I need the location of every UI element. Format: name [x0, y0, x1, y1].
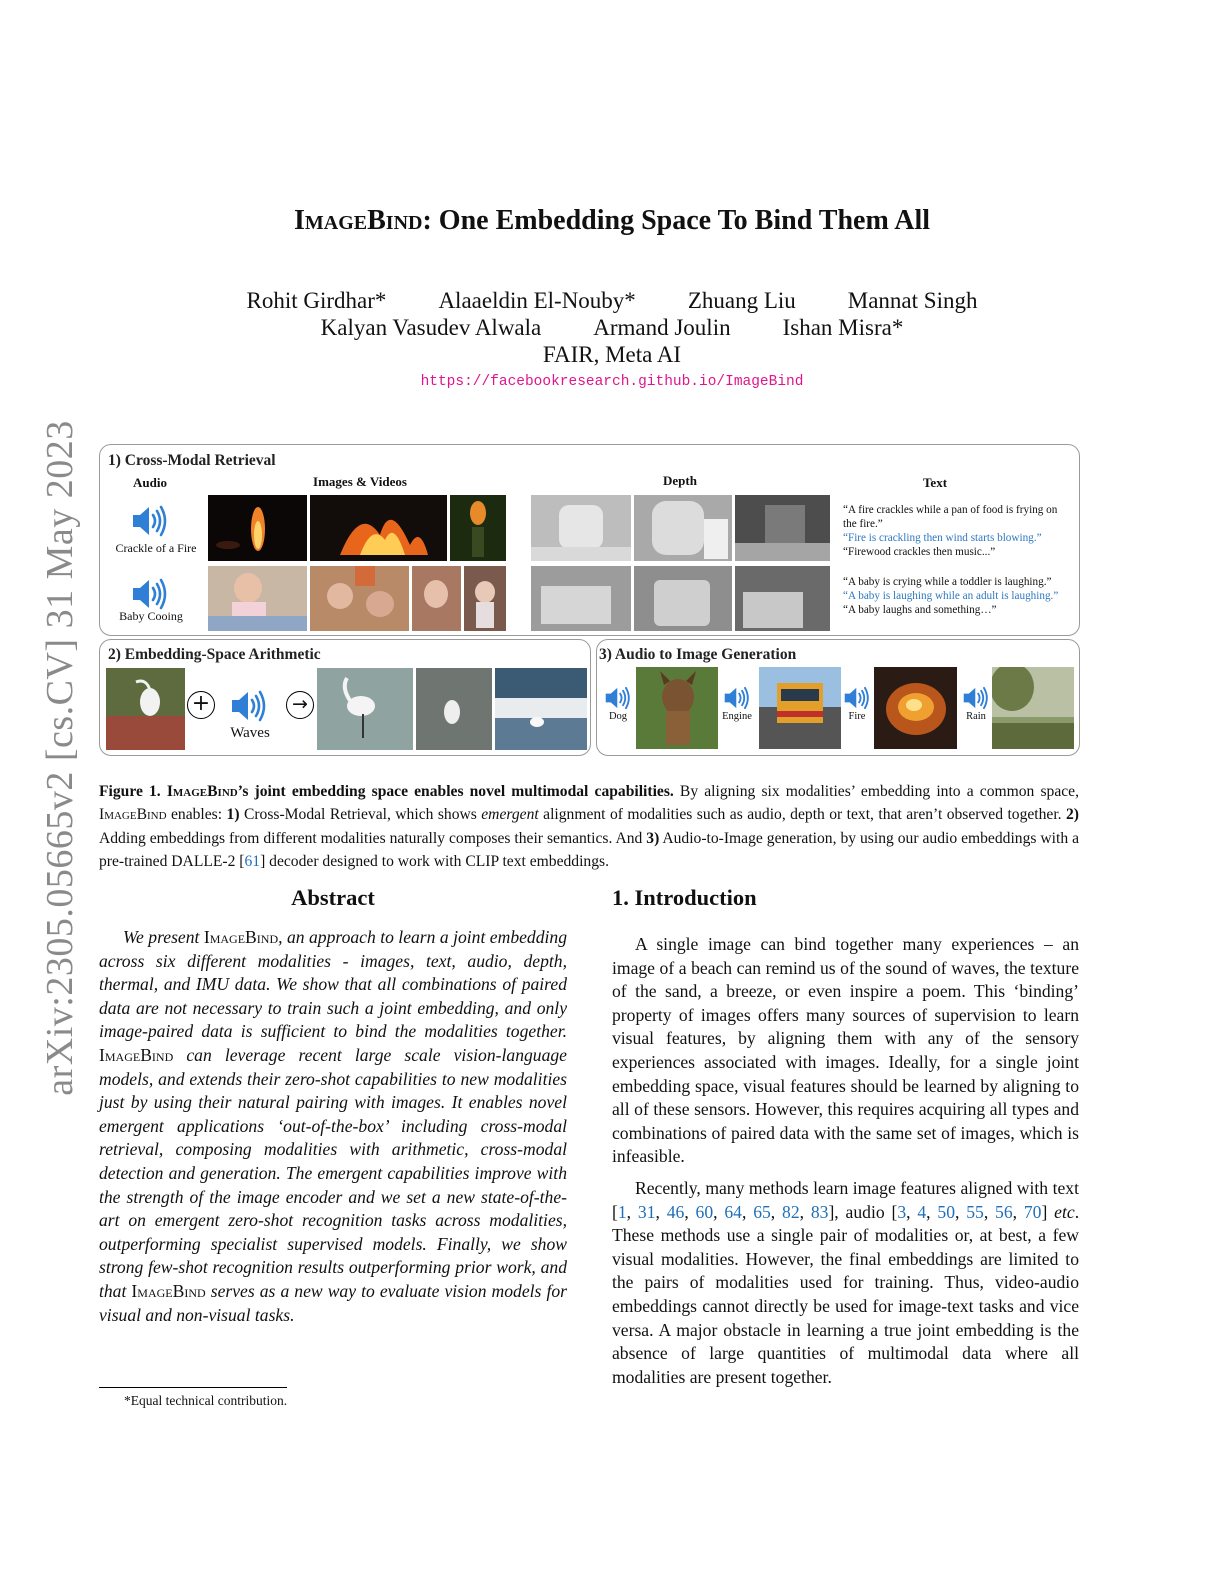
intro-text: ], audio [ [828, 1201, 898, 1222]
project-url[interactable]: https://facebookresearch.github.io/ImageBind [420, 374, 804, 390]
egret-beach-image [495, 668, 587, 750]
text-result-highlighted: “Fire is crackling then wind starts blowing.” [843, 532, 1042, 544]
author: Ishan Misra* [782, 315, 904, 340]
depth-map [735, 566, 830, 631]
bonfire-image [310, 495, 447, 561]
dog-image [636, 667, 718, 749]
citation-link[interactable]: 1 [617, 1201, 627, 1222]
citation-link[interactable]: 3 [897, 1201, 907, 1222]
figure-caption [99, 780, 1079, 873]
fire-video-image [208, 495, 307, 561]
citation-link[interactable]: 55 [966, 1201, 984, 1222]
arxiv-sidebar [40, 405, 80, 1110]
col-images-heading: Images & Videos [313, 474, 407, 489]
col-depth-heading: Depth [663, 473, 697, 488]
col-text-heading: Text [922, 475, 948, 490]
intro-text: ] [1041, 1201, 1055, 1222]
authors-line-1 [0, 287, 1224, 314]
audio-label-fire: Crackle of a Fire [115, 541, 197, 555]
caption-bold: ’s joint embedding space enables novel multimodal capabilities. [237, 783, 674, 800]
speaker-icon[interactable] [723, 685, 751, 711]
citation-link[interactable]: 31 [637, 1201, 656, 1222]
text-result: “A baby is crying while a toddler is laughing.” [843, 576, 1052, 588]
depth-map [735, 495, 830, 561]
caption-text: Adding embeddings from different modalities naturally composes their semantics. And [99, 829, 647, 847]
rain-forest-image [992, 667, 1074, 749]
caption-num: 2) [1066, 806, 1079, 824]
arxiv-id: arXiv:2305.05665v2 [cs.CV] 31 May 2023 [39, 419, 81, 1096]
baby-sitting-image [464, 566, 506, 631]
bus-image [759, 667, 841, 749]
abstract-part: We present [123, 927, 204, 947]
citation-link[interactable]: 83 [810, 1201, 829, 1222]
abstract-imagebind: ImageBind [99, 1044, 174, 1065]
gen-label-dog: Dog [608, 711, 628, 722]
generation-heading: 3) Audio to Image Generation [599, 646, 797, 663]
text-result: “A baby laughs and something…” [843, 604, 997, 616]
citation-link[interactable]: 70 [1023, 1201, 1042, 1222]
title-imagebind: ImageBind [294, 205, 423, 236]
footnote-rule [99, 1387, 287, 1388]
citation-link[interactable]: 64 [724, 1201, 742, 1222]
author: Mannat Singh [847, 288, 978, 313]
arithmetic-heading: 2) Embedding-Space Arithmetic [108, 646, 321, 663]
waves-label: Waves [230, 725, 270, 741]
audio-label-baby: Baby Cooing [119, 609, 183, 623]
intro-paragraph-1: A single image can bind together many experiences – an image of a beach can remind us of the sound of waves, the texture of the sand, a breeze, or even inspire a poem. This ‘binding’ property of images offers many sources of supervision to learn visual features, by aligning them with any of the sensory experiences associated with images. Ideally, for a single joint embedding space, visual features should be learned by aligning to all of these sensors. However, this requires acquiring all types and combinations of paired data with the same set of images, which is infeasible. [612, 934, 1079, 1167]
text-result-highlighted: “A baby is laughing while an adult is laughing.” [843, 590, 1059, 602]
plus-icon: + [187, 691, 215, 719]
text-result: “A fire crackles while a pan of food is frying on the fire.” [843, 504, 1058, 530]
author: Armand Joulin [593, 315, 731, 340]
speaker-icon[interactable] [131, 503, 169, 539]
gen-label-engine: Engine [722, 711, 752, 722]
title-rest: : One Embedding Space To Bind Them All [422, 205, 930, 236]
caption-text: ] decoder designed to work with CLIP text embeddings. [260, 852, 609, 870]
citation-link[interactable]: 56 [995, 1201, 1013, 1222]
egret-stream-image [416, 668, 492, 750]
caption-emph: emergent [481, 806, 539, 824]
caption-text: Cross-Modal Retrieval, which shows [239, 806, 482, 824]
caption-text: alignment of modalities such as audio, depth or text, that aren’t observed together. [538, 806, 1066, 824]
depth-map [531, 566, 631, 631]
citation-link[interactable]: 61 [244, 852, 261, 870]
intro-text: . These methods use a single pair of modalities or, at best, a few visual modalities. However, the final embeddings are limited to the pairs of modalities used for training. Thus, video-audio embeddings cannot directly be used for image-text tasks and vice versa. A major obstacle in learning a true joint embedding is the absence of large quantities of multimodal data where all modalities are present together. [612, 1201, 1080, 1387]
depth-map [634, 495, 732, 561]
depth-map [634, 566, 732, 631]
author: Kalyan Vasudev Alwala [320, 315, 542, 340]
speaker-icon[interactable] [604, 685, 632, 711]
intro-paragraph-2: Recently, many methods learn image features aligned with text [1, 31, 46, 60, 64, 65, 82, 83], audio [3, 4, 50, 55, 56, 70] etc. These methods use a single pair of modalities or, at best, a few visual modalities. However, the final embeddings are limited to the pairs of modalities used for training. Thus, video-audio embeddings cannot directly be used for image-text tasks and vice versa. A major obstacle in learning a true joint embedding is the absence of large quantities of multimodal data where all modalities are present together. [612, 1178, 1080, 1387]
paper-title [0, 205, 1224, 237]
authors-line-2 [0, 314, 1224, 341]
abstract-heading: Abstract [291, 885, 375, 910]
speaker-icon[interactable] [962, 685, 990, 711]
affiliation: FAIR, Meta AI [542, 342, 682, 367]
caption-num: 3) [646, 829, 660, 847]
abstract-imagebind: ImageBind [203, 927, 279, 947]
egret-water-image [317, 668, 413, 750]
depth-map [531, 495, 631, 561]
author: Alaaeldin El-Nouby* [438, 288, 636, 313]
abstract-part: can leverage recent large scale vision-language models, and extends their zero-shot capabilities to new modalities just by using their natural pairing with images. It enables novel emergent applications ‘out-of-the-box’ including cross-modal retrieval, composing modalities with arithmetic, cross-modal detection and generation. The emergent capabilities improve with the strength of the image encoder and we set a new state-of-the-art on emergent zero-shot recognition tasks across modalities, outperforming specialist supervised models. Finally, we show strong few-shot recognition results outperforming prior work, and that [99, 1044, 567, 1301]
caption-text: Audio-to-Image generation, by using our audio embeddings with a pre-trained DALLE-2 [ [99, 829, 1079, 870]
speaker-icon[interactable] [131, 576, 169, 612]
caption-text: By aligning six modalities’ embedding into a common space, [673, 783, 1080, 800]
text-results-fire [843, 503, 1071, 559]
author: Rohit Girdhar* [246, 288, 387, 313]
retrieval-heading: 1) Cross-Modal Retrieval [108, 452, 276, 469]
intro-heading: 1. Introduction [612, 885, 757, 910]
baby-image [208, 566, 307, 631]
gen-label-rain: Rain [966, 711, 986, 722]
caption-num: 1) [226, 806, 240, 824]
abstract-text [99, 926, 567, 1327]
citation-link[interactable]: 46 [666, 1201, 685, 1222]
caption-label: Figure 1. [99, 783, 161, 800]
author: Zhuang Liu [687, 288, 796, 313]
text-result: “Firewood crackles then music...” [843, 546, 996, 558]
citation-link[interactable]: 4 [917, 1201, 927, 1222]
citation-link[interactable]: 60 [695, 1201, 714, 1222]
caption-imagebind: ImageBind [166, 783, 238, 800]
speaker-icon[interactable] [230, 688, 268, 724]
fire-embers-image [874, 667, 957, 749]
text-results-baby [843, 575, 1075, 617]
baby-held-image [412, 566, 461, 631]
speaker-icon[interactable] [843, 685, 871, 711]
arrow-right-icon: → [286, 691, 314, 719]
egret-image [106, 668, 185, 750]
citation-link[interactable]: 82 [782, 1201, 800, 1222]
fire-night-image [450, 495, 506, 561]
col-audio-heading: Audio [133, 475, 167, 490]
babies-image [310, 566, 409, 631]
citation-link[interactable]: 65 [753, 1201, 771, 1222]
citation-link[interactable]: 50 [937, 1201, 955, 1222]
abstract-part: , an approach to learn a joint embedding across six different modalities - images, text, audio, depth, thermal, and IMU data. We show that all combinations of paired data are not necessary to train such a joint embedding, and only image-paired data is sufficient to bind the modalities together. [99, 927, 567, 1042]
abstract-part: serves as a new way to evaluate vision models for visual and non-visual tasks. [99, 1280, 567, 1325]
footnote: *Equal technical contribution. [124, 1393, 288, 1408]
intro-text: Recently, many methods learn image features aligned with text [ [612, 1178, 1079, 1222]
caption-text: enables: [166, 806, 227, 824]
gen-label-fire: Fire [848, 711, 866, 722]
abstract-imagebind: ImageBind [131, 1280, 206, 1301]
intro-etc: etc [1054, 1201, 1075, 1222]
caption-imagebind: ImageBind [99, 806, 167, 824]
